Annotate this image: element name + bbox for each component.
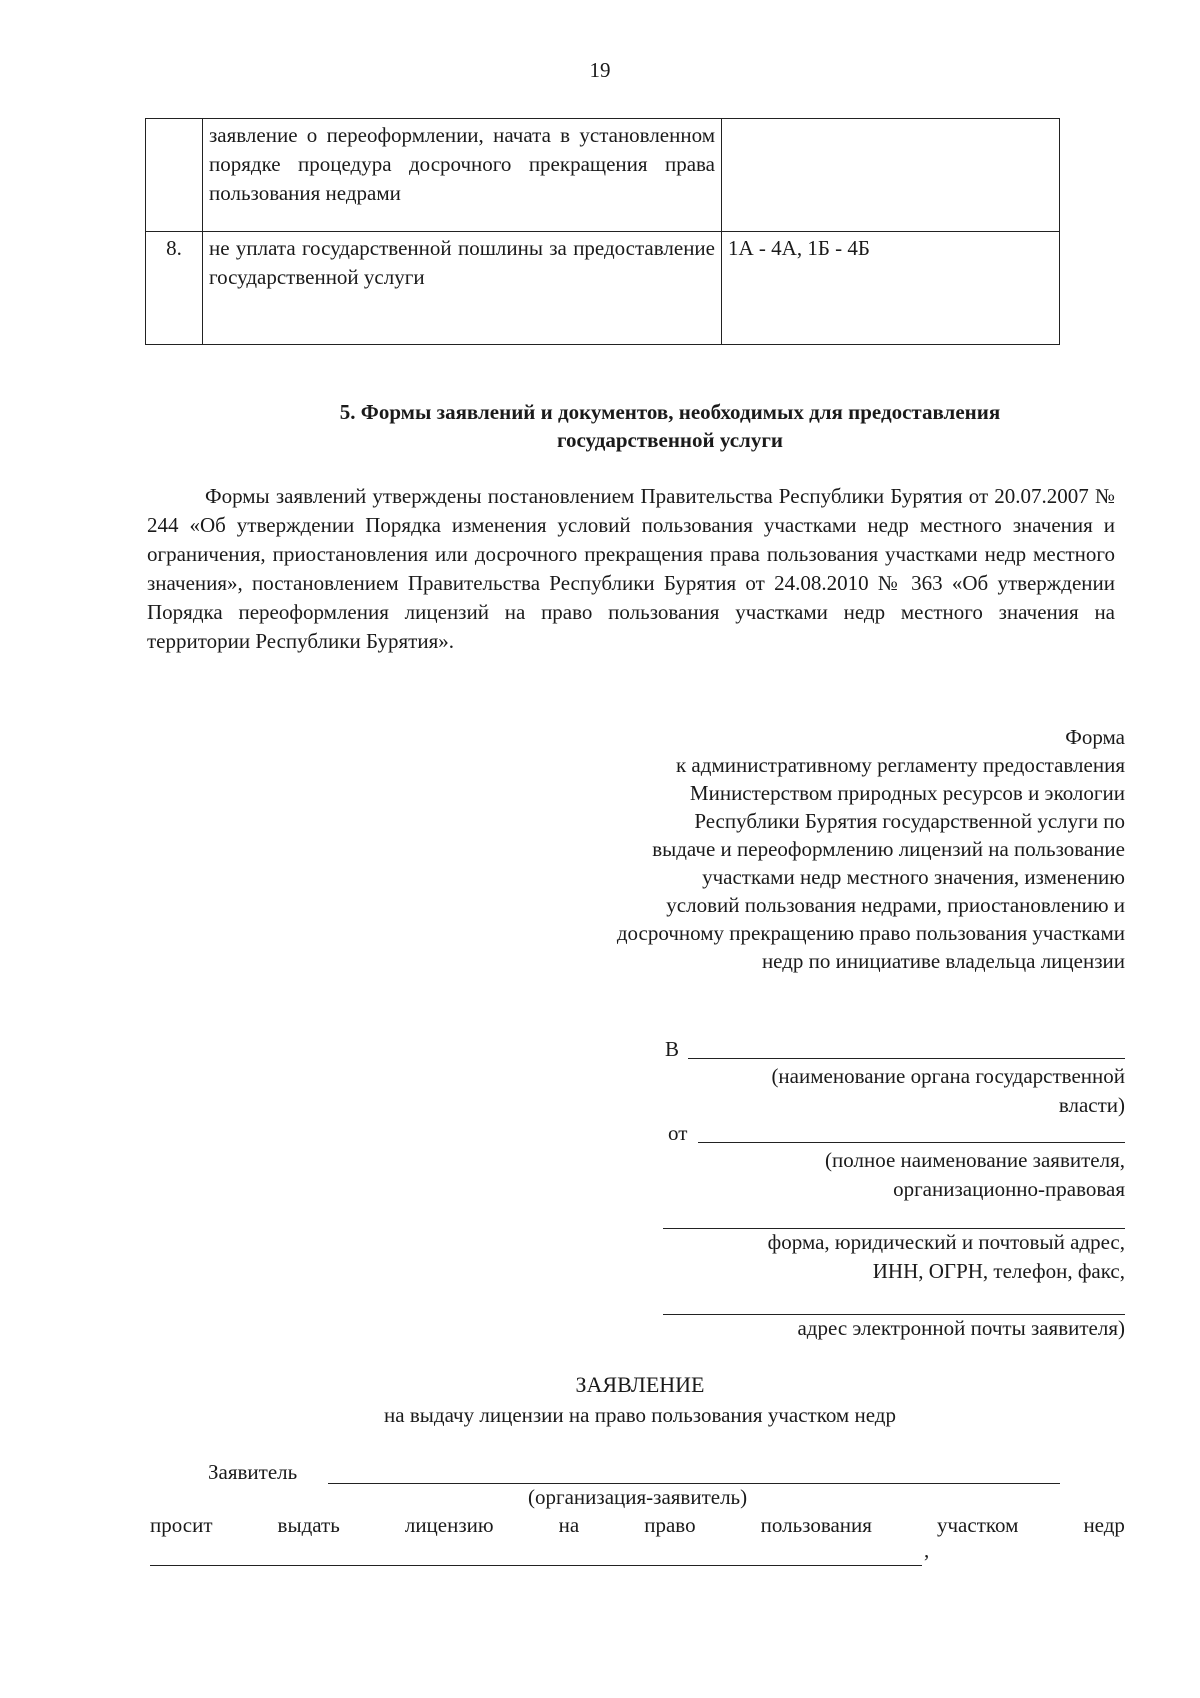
approval-line: досрочному прекращению право пользования участками bbox=[616, 921, 1125, 945]
caption-line: адрес электронной почты заявителя) bbox=[797, 1316, 1125, 1340]
section-paragraph: Формы заявлений утверждены постановлением Правительства Республики Бурятия от 20.07.2007 № 244 «Об утверждении Порядка изменения условий пользования участками недр местного значения и ограничения, приостановления или досрочного прекращения права пользования участками недр местного значения», постановлением Правительства Республики Бурятия от 24.08.2010 № 363 «Об утверждении Порядка переоформления лицензий на право пользования участками недр местного значения на территории Республики Бурятия». bbox=[147, 484, 1115, 653]
page-number: 19 bbox=[589, 58, 611, 82]
approval-line: выдаче и переоформлению лицензий на пользование bbox=[652, 837, 1125, 861]
to-underline[interactable] bbox=[688, 1058, 1125, 1059]
row-reason: не уплата государственной пошлины за предоставление государственной услуги bbox=[203, 232, 722, 345]
subsoil-underline[interactable] bbox=[150, 1565, 922, 1566]
row-number: 8. bbox=[146, 232, 203, 345]
approval-block bbox=[485, 723, 1125, 975]
from-caption-2 bbox=[768, 1228, 1125, 1286]
caption-line: (наименование органа государственной bbox=[771, 1064, 1125, 1088]
form-label: Форма bbox=[1065, 725, 1125, 749]
row-number bbox=[146, 119, 203, 232]
section-title-line: государственной услуги bbox=[557, 428, 783, 452]
request-word: выдать bbox=[277, 1513, 340, 1537]
approval-line: Министерством природных ресурсов и экологии bbox=[689, 781, 1125, 805]
request-word: просит bbox=[150, 1513, 213, 1537]
from-underline[interactable] bbox=[698, 1142, 1125, 1143]
trailing-comma: , bbox=[924, 1538, 930, 1562]
to-caption bbox=[771, 1062, 1125, 1120]
approval-line: к административному регламенту предоставления bbox=[675, 753, 1125, 777]
applicant-caption: (организация-заявитель) bbox=[528, 1485, 748, 1509]
applicant-underline[interactable] bbox=[328, 1483, 1060, 1484]
approval-line: Республики Бурятия государственной услуги по bbox=[694, 809, 1125, 833]
section-title bbox=[240, 398, 1100, 454]
table-row bbox=[146, 119, 1060, 232]
from-caption bbox=[825, 1146, 1125, 1204]
request-word: лицензию bbox=[404, 1513, 494, 1537]
from-label: от bbox=[668, 1121, 688, 1145]
request-word: участком bbox=[936, 1513, 1019, 1537]
table-row bbox=[146, 232, 1060, 345]
applicant-label: Заявитель bbox=[208, 1460, 298, 1484]
row-forms bbox=[722, 119, 1060, 232]
row-forms: 1А - 4А, 1Б - 4Б bbox=[722, 232, 1060, 345]
caption-line: организационно-правовая bbox=[893, 1177, 1125, 1201]
to-label: В bbox=[665, 1037, 680, 1061]
section-title-line: 5. Формы заявлений и документов, необходимых для предоставления bbox=[339, 400, 1001, 424]
continuation-table bbox=[145, 118, 1060, 345]
caption-line: ИНН, ОГРН, телефон, факс, bbox=[872, 1259, 1125, 1283]
approval-line: условий пользования недрами, приостановлению и bbox=[666, 893, 1125, 917]
request-word: на bbox=[558, 1513, 580, 1537]
caption-line: власти) bbox=[1058, 1093, 1125, 1117]
application-title: ЗАЯВЛЕНИЕ bbox=[575, 1372, 705, 1397]
row-reason: заявление о переоформлении, начата в установленном порядке процедура досрочного прекращения права пользования недрами bbox=[203, 119, 722, 232]
application-subtitle: на выдачу лицензии на право пользования участком недр bbox=[384, 1403, 896, 1427]
approval-line: участками недр местного значения, изменению bbox=[702, 865, 1125, 889]
request-line bbox=[150, 1513, 1125, 1538]
caption-line: (полное наименование заявителя, bbox=[825, 1148, 1125, 1172]
request-word: недр bbox=[1083, 1513, 1125, 1537]
request-word: пользования bbox=[760, 1513, 872, 1537]
caption-line: форма, юридический и почтовый адрес, bbox=[767, 1230, 1125, 1254]
approval-line: недр по инициативе владельца лицензии bbox=[761, 949, 1125, 973]
request-word: право bbox=[644, 1513, 696, 1537]
from-caption-3 bbox=[797, 1314, 1125, 1343]
